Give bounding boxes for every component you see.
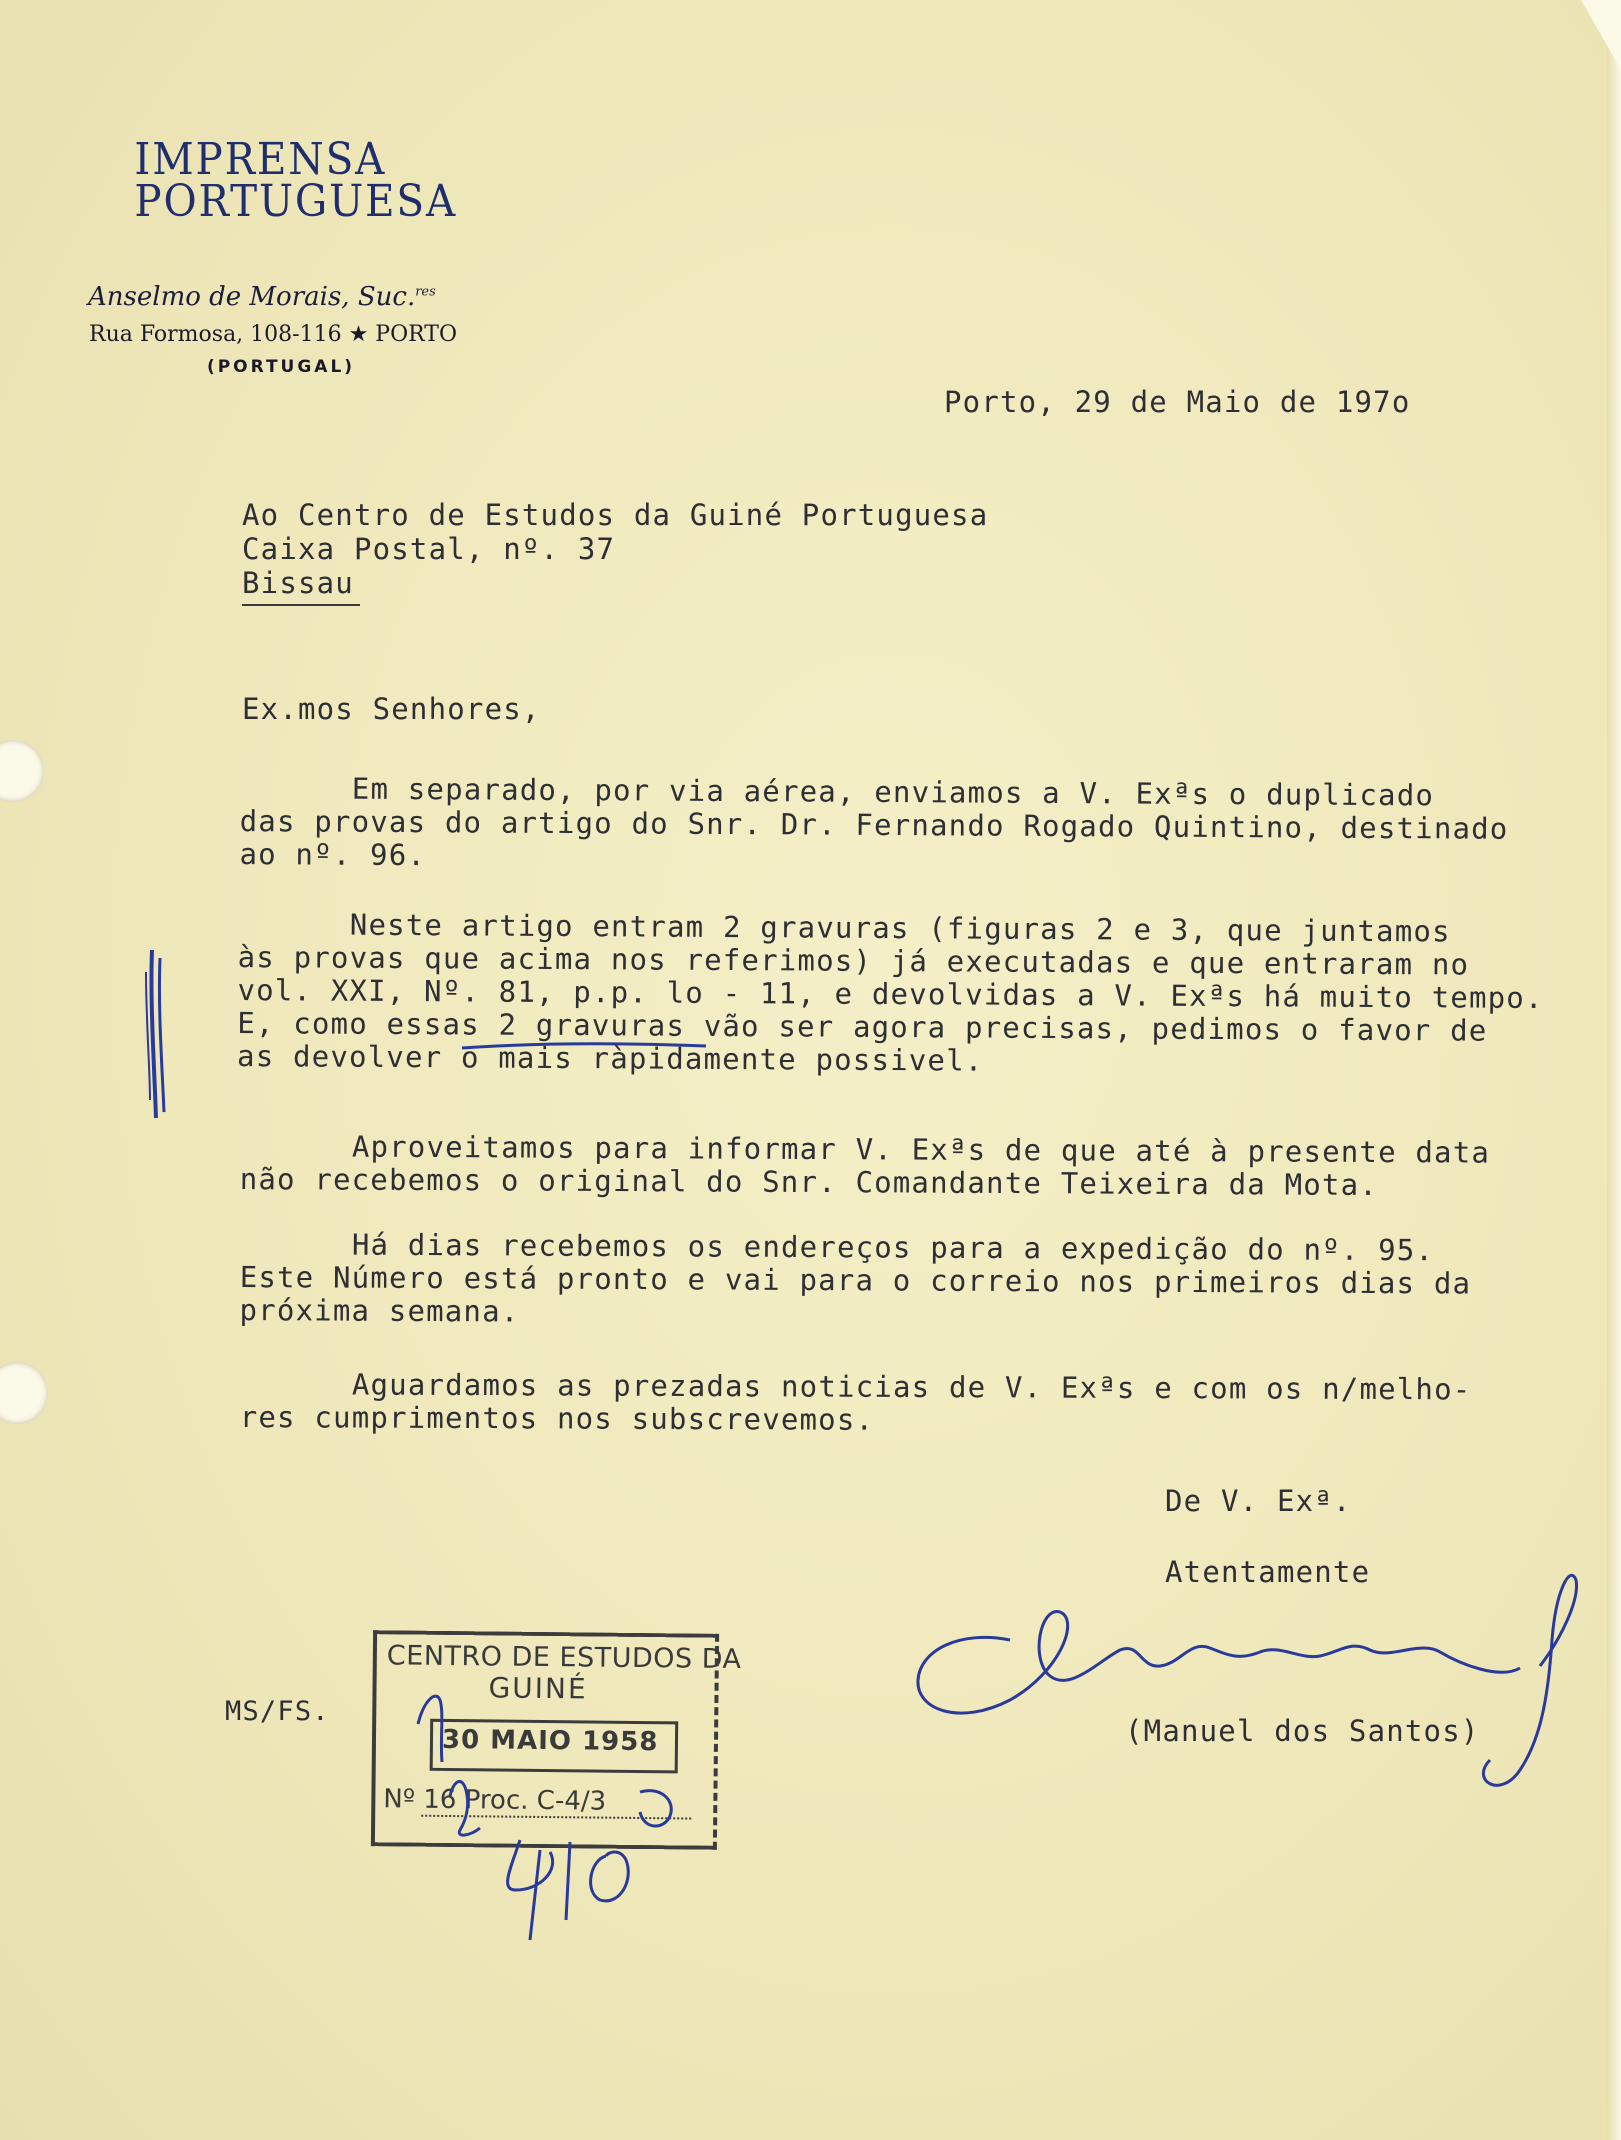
signature-flourish	[1483, 1575, 1576, 1785]
margin-pen-mark	[151, 950, 156, 1118]
punch-hole	[0, 740, 44, 802]
salutation: Ex.mos Senhores,	[242, 692, 541, 726]
closing-regards: Atentamente	[1165, 1555, 1371, 1589]
handwritten-number	[508, 1840, 553, 1940]
stamp-institution: CENTRO DE ESTUDOS DA	[386, 1640, 742, 1676]
margin-pen-mark	[159, 958, 164, 1112]
closing: De V. Exª.	[1165, 1484, 1352, 1518]
recipient-line: Ao Centro de Estudos da Guiné Portuguesa	[242, 498, 989, 532]
recipient-line: Caixa Postal, nº. 37	[242, 532, 616, 566]
handwritten-number	[591, 1852, 629, 1901]
signature	[918, 1612, 1520, 1714]
paragraph: Neste artigo entram 2 gravuras (figuras 2 e 3, que juntamos às provas que acima nos referimos) já executadas e que entraram no vol. XXI, Nº. 81, p.p. lo - 11, e devolvidas a V. Exªs há muito tempo. E, como essas 2 gravuras vão ser agora precisas, pedimos o favor de as devolver o mais ràpidamente possivel.	[236, 907, 1544, 1078]
firm-name-sup: res	[415, 284, 436, 300]
letter-date: Porto, 29 de Maio de 197o	[944, 385, 1411, 419]
stamp-date: 30 MAIO 1958	[441, 1724, 659, 1758]
handwritten-number-text: 410	[665, 1905, 667, 1906]
page-edge	[1607, 0, 1621, 2140]
brand-name-line1: IMPRENSA	[134, 134, 387, 185]
paragraph: Em separado, por via aérea, enviamos a V. Exªs o duplicado das provas do artigo do Snr. Dr. Fernando Rogado Quintino, destinado ao nº. 96.	[239, 771, 1509, 873]
reference-initials: MS/FS.	[225, 1696, 330, 1727]
handwritten-number	[566, 1842, 570, 1920]
paragraph: Há dias recebemos os endereços para a expedição do nº. 95. Este Número está pronto e vai para o correio nos primeiros dias da próxima semana.	[239, 1227, 1472, 1329]
stamp-number: Nº 16 Proc. C-4/3	[383, 1784, 607, 1817]
paragraph: Aproveitamos para informar V. Exªs de que até à presente data não recebemos o original do Snr. Comandante Teixeira da Mota.	[239, 1129, 1491, 1202]
signer-name: (Manuel dos Santos)	[1125, 1714, 1480, 1748]
stamp-dotted-line	[421, 1815, 691, 1820]
paragraph: Aguardamos as prezadas noticias de V. Exªs e com os n/melho- res cumprimentos nos subscrevemos.	[239, 1367, 1472, 1437]
firm-name-text: Anselmo de Morais, Suc.	[88, 282, 416, 312]
firm-name	[88, 282, 480, 312]
punch-hole	[0, 1362, 48, 1424]
received-stamp	[371, 1630, 742, 1850]
city-underline	[242, 604, 360, 606]
margin-pen-mark	[146, 972, 150, 1100]
recipient-city: Bissau	[242, 566, 354, 600]
brand-name-line2: PORTUGUESA	[134, 176, 458, 227]
stamp-institution-line2: GUINÉ	[488, 1671, 588, 1706]
corner-fold	[1581, 0, 1621, 70]
street-address: Rua Formosa, 108-116 ★ PORTO	[89, 322, 458, 347]
letterhead	[60, 134, 480, 377]
country: (PORTUGAL)	[206, 357, 356, 377]
